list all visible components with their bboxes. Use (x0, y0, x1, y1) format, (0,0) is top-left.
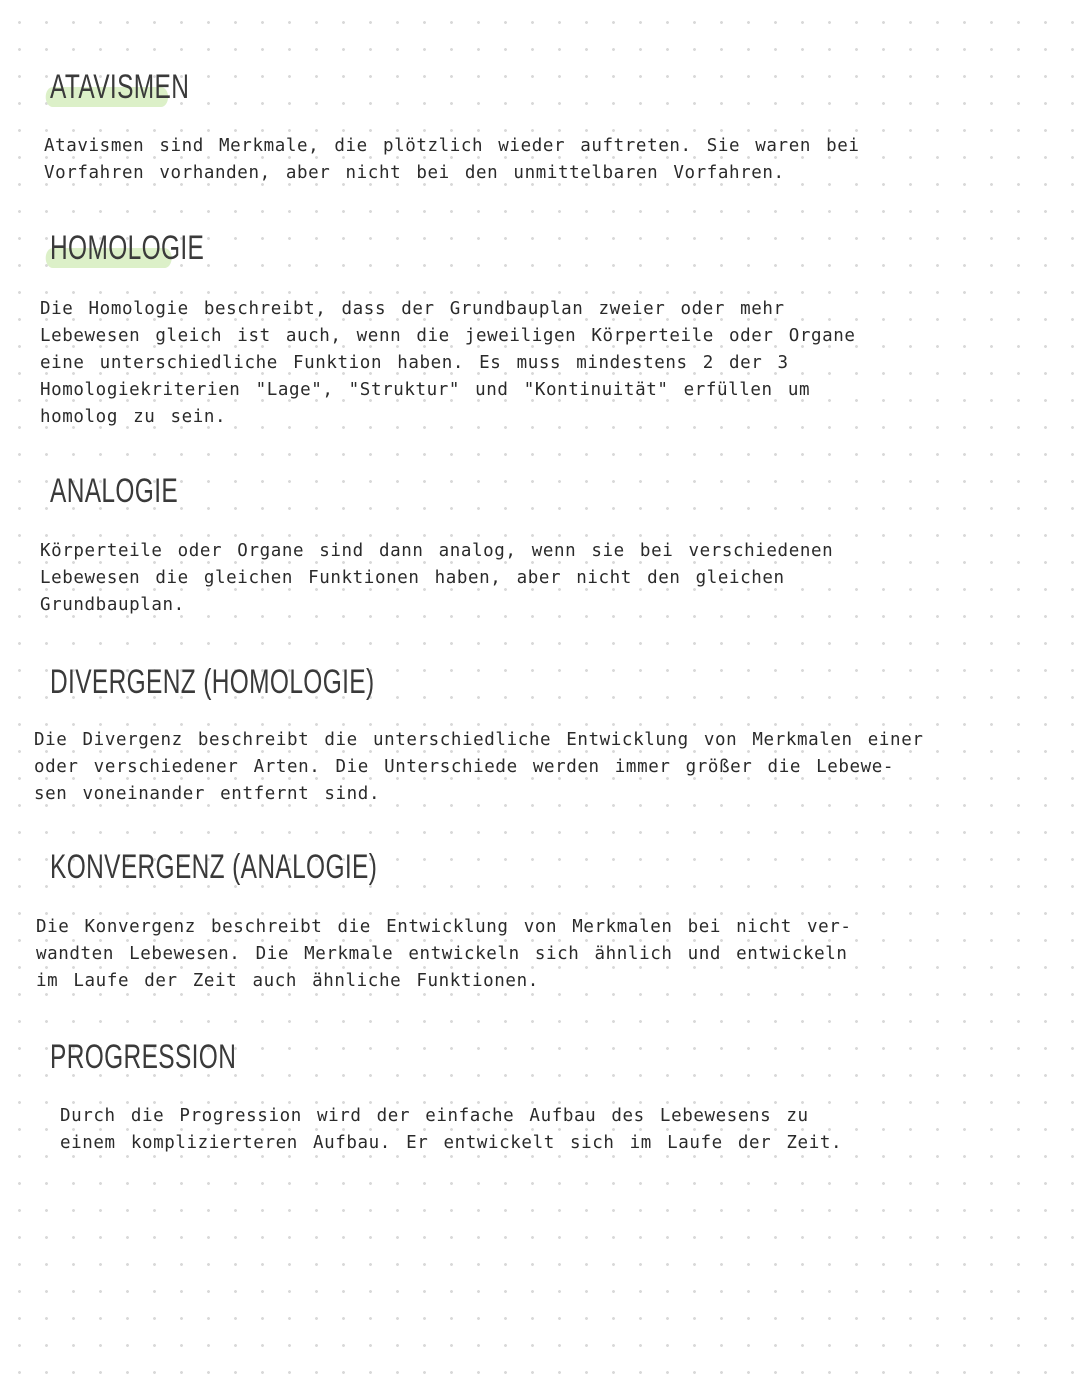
text-line: Körperteile oder Organe sind dann analog, wenn sie bei verschiedenen (40, 541, 834, 561)
text-line: eine unterschiedliche Funktion haben. Es muss mindestens 2 der 3 (40, 353, 789, 373)
text-line: Lebewesen gleich ist auch, wenn die jeweiligen Körperteile oder Organe (40, 326, 856, 346)
text-line: Durch die Progression wird der einfache Aufbau des Lebewesens zu (60, 1106, 809, 1126)
text-line: Vorfahren vorhanden, aber nicht bei den unmittelbaren Vorfahren. (44, 163, 785, 183)
section-body (36, 914, 852, 995)
section-title: HOMOLOGIE (50, 231, 204, 265)
section-title: ANALOGIE (50, 472, 179, 510)
text-line: Lebewesen die gleichen Funktionen haben, aber nicht den gleichen (40, 568, 785, 588)
text-line: oder verschiedener Arten. Die Unterschiede werden immer größer die Lebewe- (34, 757, 895, 777)
text-line: Homologiekriterien "Lage", "Struktur" und "Kontinuität" erfüllen um (40, 380, 811, 400)
text-line: wandten Lebewesen. Die Merkmale entwickeln sich ähnlich und entwickeln (36, 944, 848, 964)
text-line: Atavismen sind Merkmale, die plötzlich wieder auftreten. Sie waren bei (44, 136, 860, 156)
text-line: Grundbauplan. (40, 595, 185, 615)
text-line: Die Divergenz beschreibt die unterschiedliche Entwicklung von Merkmalen einer (34, 730, 924, 750)
text-line: einem komplizierteren Aufbau. Er entwickelt sich im Laufe der Zeit. (60, 1133, 843, 1153)
text-line: sen voneinander entfernt sind. (34, 784, 381, 804)
section-body (40, 296, 856, 431)
section-title: KONVERGENZ (ANALOGIE) (50, 848, 378, 886)
section-title: PROGRESSION (50, 1038, 237, 1076)
section-body (34, 727, 923, 808)
section-body (40, 538, 833, 619)
section-body (44, 133, 860, 187)
text-line: homolog zu sein. (40, 407, 227, 427)
text-line: im Laufe der Zeit auch ähnliche Funktionen. (36, 971, 539, 991)
section-body (60, 1103, 842, 1157)
section-title: DIVERGENZ (HOMOLOGIE) (50, 663, 375, 701)
text-line: Die Konvergenz beschreibt die Entwicklung von Merkmalen bei nicht ver- (36, 917, 852, 937)
text-line: Die Homologie beschreibt, dass der Grundbauplan zweier oder mehr (40, 299, 785, 319)
section-title: ATAVISMEN (50, 70, 189, 104)
